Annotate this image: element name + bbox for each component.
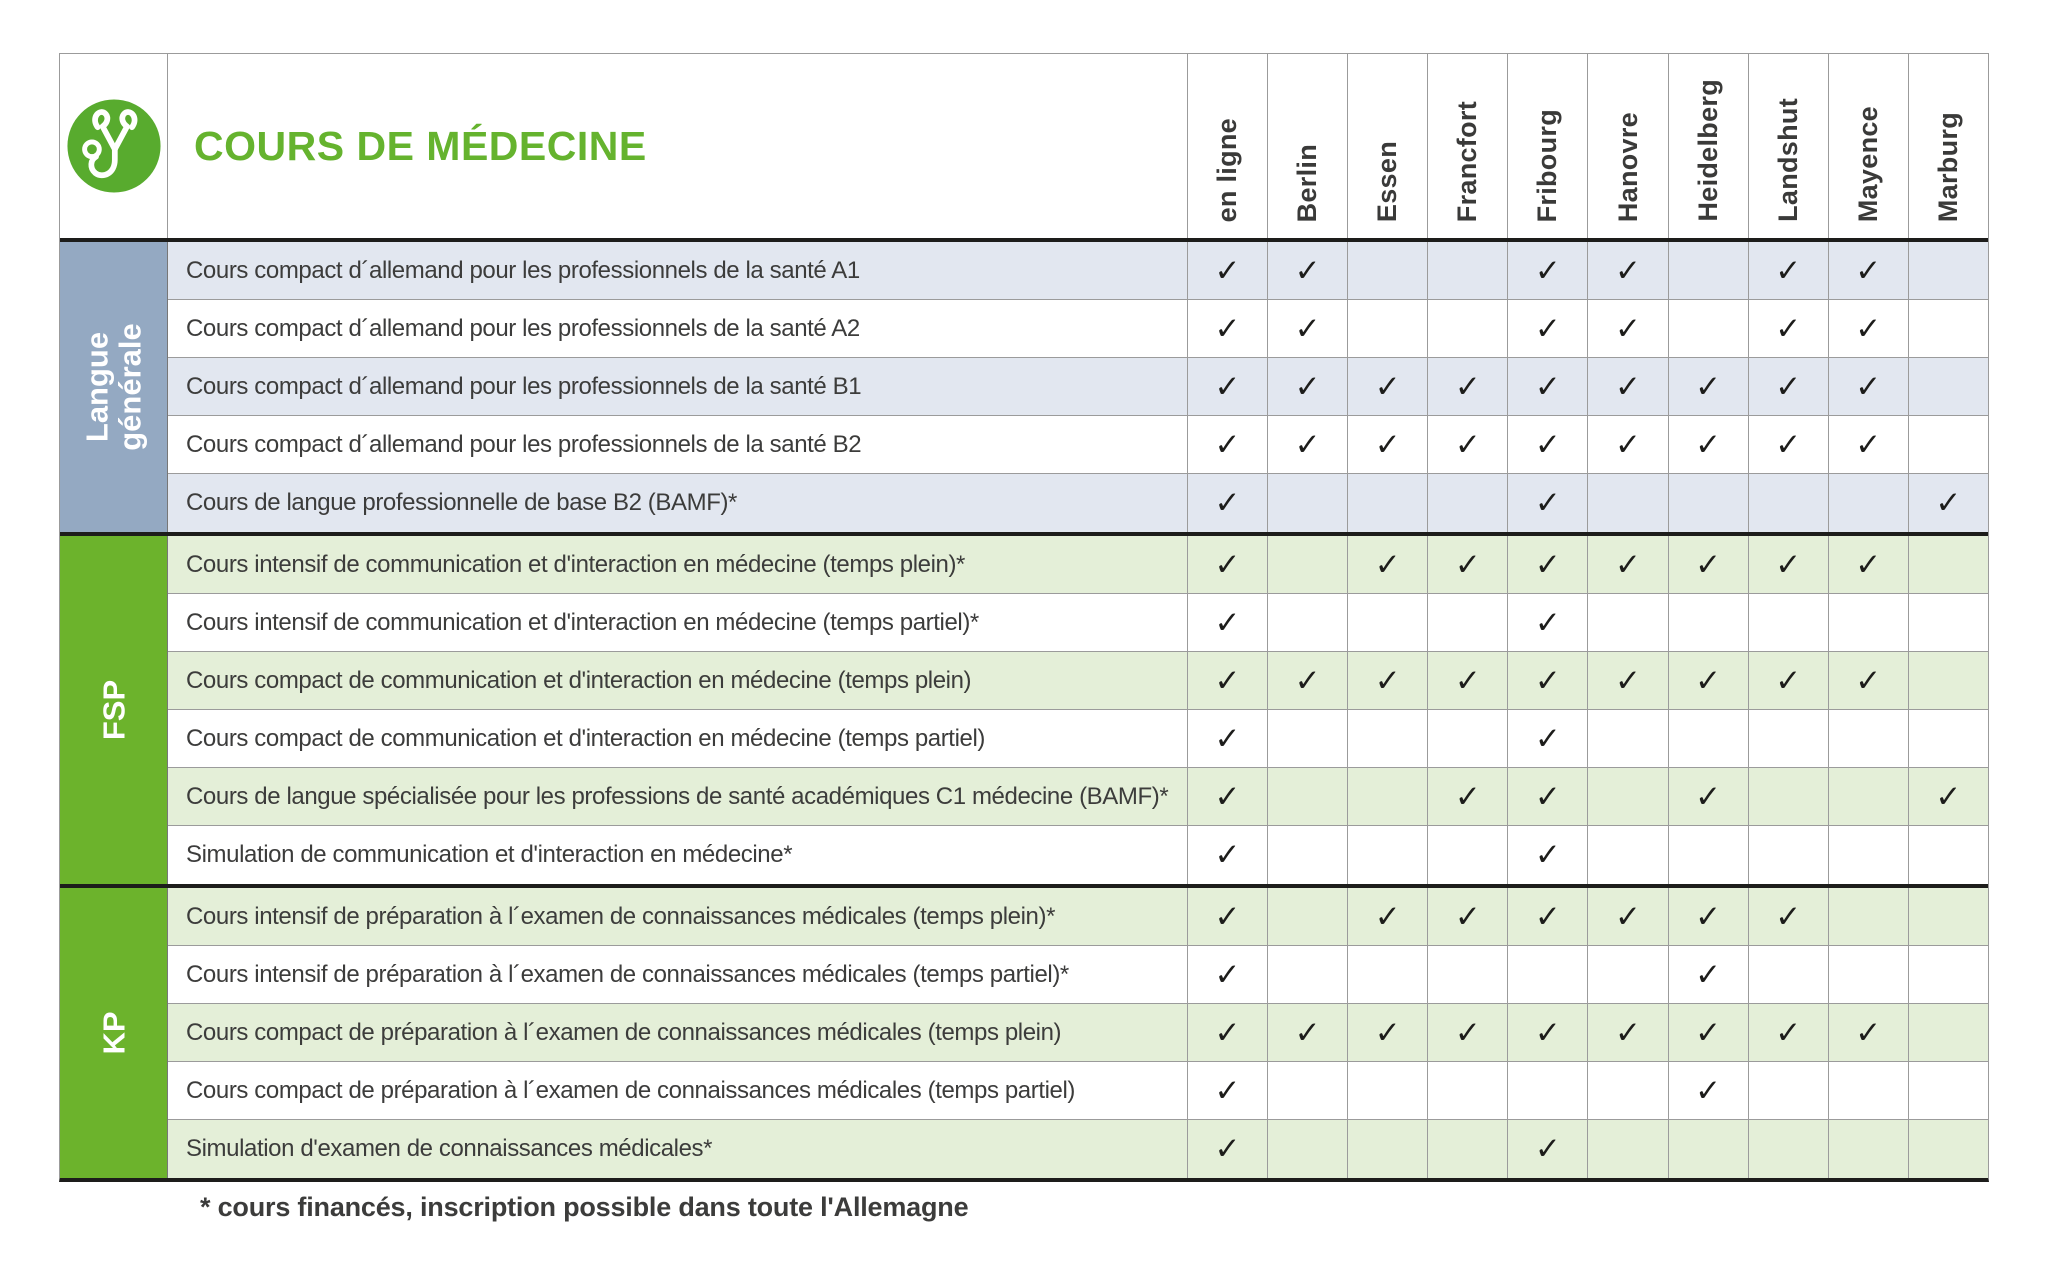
course-label: Cours compact d´allemand pour les professionnels de la santé B1: [168, 358, 1188, 415]
group-rows: [168, 888, 1988, 1178]
check-mark: ✓: [1508, 536, 1588, 593]
city-header-francfort: [1428, 54, 1508, 238]
check-cell-empty: [1348, 710, 1428, 767]
check-mark: ✓: [1588, 652, 1668, 709]
check-cell-empty: [1428, 300, 1508, 357]
check-mark: ✓: [1188, 1120, 1268, 1178]
check-cell-empty: [1829, 474, 1909, 532]
check-mark: ✓: [1188, 768, 1268, 825]
course-row: [168, 474, 1988, 532]
city-header-berlin: [1268, 54, 1348, 238]
check-mark: ✓: [1428, 652, 1508, 709]
table-header: [60, 54, 1988, 242]
check-mark: ✓: [1508, 652, 1588, 709]
table-body: [60, 242, 1988, 1178]
course-label: Cours intensif de communication et d'interaction en médecine (temps plein)*: [168, 536, 1188, 593]
check-cell-empty: [1669, 242, 1749, 299]
check-cell-empty: [1669, 594, 1749, 651]
check-mark: ✓: [1268, 242, 1348, 299]
check-mark: ✓: [1669, 416, 1749, 473]
check-cell-empty: [1749, 826, 1829, 884]
check-cell-empty: [1909, 888, 1988, 945]
check-cell-empty: [1909, 946, 1988, 1003]
group-sidebar: [60, 536, 168, 884]
check-mark: ✓: [1935, 778, 1962, 815]
check-cell-empty: [1348, 946, 1428, 1003]
check-mark: ✓: [1268, 652, 1348, 709]
check-cell-empty: [1508, 946, 1588, 1003]
check-mark: ✓: [1348, 536, 1428, 593]
check-mark: ✓: [1508, 826, 1588, 884]
check-cell-empty: [1348, 594, 1428, 651]
check-mark: ✓: [1829, 652, 1909, 709]
check-mark: ✓: [1829, 358, 1909, 415]
check-cell-empty: [1909, 358, 1988, 415]
course-label: Cours intensif de préparation à l´examen de connaissances médicales (temps partiel)*: [168, 946, 1188, 1003]
check-cell-empty: [1749, 1062, 1829, 1119]
course-label: Cours intensif de préparation à l´examen de connaissances médicales (temps plein)*: [168, 888, 1188, 945]
city-label: Essen: [1372, 140, 1403, 222]
check-mark: ✓: [1508, 768, 1588, 825]
check-mark: ✓: [1428, 416, 1508, 473]
course-label: Cours compact de communication et d'interaction en médecine (temps partiel): [168, 710, 1188, 767]
check-cell-empty: [1829, 1120, 1909, 1178]
check-mark: ✓: [1749, 242, 1829, 299]
course-label: Simulation de communication et d'interaction en médecine*: [168, 826, 1188, 884]
check-mark: ✓: [1588, 358, 1668, 415]
check-cell-empty: [1588, 594, 1668, 651]
check-cell-empty: [1909, 594, 1988, 651]
check-mark: ✓: [1188, 710, 1268, 767]
check-mark: ✓: [1749, 652, 1829, 709]
check-cell-empty: [1348, 474, 1428, 532]
check-mark: ✓: [1508, 710, 1588, 767]
check-mark: ✓: [1348, 358, 1428, 415]
check-mark: ✓: [1268, 1004, 1348, 1061]
check-mark: ✓: [1508, 1004, 1588, 1061]
check-mark: ✓: [1188, 242, 1268, 299]
check-mark: ✓: [1669, 888, 1749, 945]
course-label: Cours intensif de communication et d'interaction en médecine (temps partiel)*: [168, 594, 1188, 651]
check-mark: ✓: [1588, 536, 1668, 593]
course-label: Simulation d'examen de connaissances médicales*: [168, 1120, 1188, 1178]
check-mark: ✓: [1588, 300, 1668, 357]
check-cell-empty: [1268, 594, 1348, 651]
course-row: [168, 768, 1988, 826]
check-cell-empty: [1428, 474, 1508, 532]
city-label: Francfort: [1452, 100, 1483, 222]
course-row: [168, 652, 1988, 710]
group-label: Langue générale: [79, 323, 148, 451]
check-cell-empty: [1909, 1120, 1988, 1178]
check-mark: ✓: [1268, 300, 1348, 357]
check-cell-empty: [1268, 710, 1348, 767]
city-label: Fribourg: [1532, 108, 1563, 222]
check-cell-empty: [1348, 1062, 1428, 1119]
check-mark: ✓: [1829, 1004, 1909, 1061]
stethoscope-icon: [65, 97, 163, 195]
check-mark: ✓: [1348, 888, 1428, 945]
check-cell-empty: [1669, 300, 1749, 357]
course-row: [168, 416, 1988, 474]
check-mark: ✓: [1749, 300, 1829, 357]
course-row: [168, 242, 1988, 300]
course-row: [168, 1062, 1988, 1120]
check-cell-empty: [1909, 1062, 1988, 1119]
check-mark: ✓: [1188, 594, 1268, 651]
check-cell-empty: [1268, 768, 1348, 825]
check-cell-empty: [1749, 768, 1829, 825]
check-cell-empty: [1428, 946, 1508, 1003]
check-cell-empty: [1588, 1062, 1668, 1119]
check-mark: ✓: [1749, 358, 1829, 415]
city-header-heidelberg: [1669, 54, 1749, 238]
check-mark: ✓: [1669, 768, 1749, 825]
check-cell-empty: [1749, 946, 1829, 1003]
check-mark: ✓: [1669, 652, 1749, 709]
check-cell-empty: [1428, 594, 1508, 651]
check-cell-empty: [1588, 474, 1668, 532]
city-header-essen: [1348, 54, 1428, 238]
check-cell-empty: [1909, 1004, 1988, 1061]
city-header-mayence: [1829, 54, 1909, 238]
check-cell-empty: [1829, 594, 1909, 651]
check-cell-empty: [1669, 710, 1749, 767]
check-mark: ✓: [1188, 536, 1268, 593]
check-mark: ✓: [1188, 1062, 1268, 1119]
check-mark: ✓: [1428, 768, 1508, 825]
city-label: Berlin: [1292, 143, 1323, 222]
check-cell-empty: [1909, 242, 1988, 299]
check-mark: ✓: [1188, 1004, 1268, 1061]
city-label: Marburg: [1932, 111, 1963, 222]
check-mark: ✓: [1508, 474, 1588, 532]
check-mark: ✓: [1508, 300, 1588, 357]
course-label: Cours compact de préparation à l´examen de connaissances médicales (temps plein): [168, 1004, 1188, 1061]
group-rows: [168, 536, 1988, 884]
check-cell-empty: [1428, 242, 1508, 299]
group-rows: [168, 242, 1988, 532]
group-kp: [60, 884, 1988, 1178]
check-mark: ✓: [1188, 888, 1268, 945]
group-fsp: [60, 532, 1988, 884]
check-cell-empty: [1909, 300, 1988, 357]
course-label: Cours compact de préparation à l´examen de connaissances médicales (temps partiel): [168, 1062, 1188, 1119]
course-label: Cours de langue spécialisée pour les professions de santé académiques C1 médecine (BAMF)*: [168, 768, 1188, 825]
check-mark: ✓: [1428, 358, 1508, 415]
course-label: Cours de langue professionnelle de base B2 (BAMF)*: [168, 474, 1188, 532]
check-mark: ✓: [1428, 888, 1508, 945]
icon-cell: [60, 54, 168, 238]
check-cell-empty: [1428, 1062, 1508, 1119]
course-label: Cours compact d´allemand pour les professionnels de la santé A1: [168, 242, 1188, 299]
check-cell-empty: [1508, 1062, 1588, 1119]
check-mark: ✓: [1188, 652, 1268, 709]
course-row: [168, 536, 1988, 594]
check-cell-empty: [1428, 710, 1508, 767]
check-mark: ✓: [1588, 242, 1668, 299]
group-label: FSP: [95, 679, 131, 741]
check-cell-empty: [1749, 474, 1829, 532]
check-mark: ✓: [1508, 1120, 1588, 1178]
check-mark: ✓: [1829, 536, 1909, 593]
check-cell-empty: [1588, 710, 1668, 767]
check-mark: ✓: [1829, 242, 1909, 299]
check-cell-empty: [1268, 474, 1348, 532]
check-cell-empty: [1669, 474, 1749, 532]
group-langue-générale: [60, 242, 1988, 532]
check-mark: ✓: [1588, 416, 1668, 473]
title-cell: [168, 54, 1188, 238]
check-mark: ✓: [1188, 358, 1268, 415]
check-mark: ✓: [1508, 358, 1588, 415]
course-row: [168, 358, 1988, 416]
check-mark: ✓: [1588, 1004, 1668, 1061]
check-cell-empty: [1909, 826, 1988, 884]
check-mark: ✓: [1348, 652, 1428, 709]
course-row: [168, 1004, 1988, 1062]
city-header-landshut: [1749, 54, 1829, 238]
course-label: Cours compact d´allemand pour les professionnels de la santé B2: [168, 416, 1188, 473]
check-mark: ✓: [1348, 416, 1428, 473]
check-cell-empty: [1909, 536, 1988, 593]
course-label: Cours compact d´allemand pour les professionnels de la santé A2: [168, 300, 1188, 357]
check-cell-empty: [1909, 710, 1988, 767]
city-label: Mayence: [1852, 105, 1883, 222]
check-mark: ✓: [1508, 416, 1588, 473]
check-mark: ✓: [1188, 416, 1268, 473]
check-cell-empty: [1268, 1120, 1348, 1178]
check-cell-empty: [1268, 946, 1348, 1003]
check-mark: ✓: [1508, 594, 1588, 651]
check-cell-empty: [1588, 826, 1668, 884]
check-mark: ✓: [1188, 946, 1268, 1003]
check-cell-empty: [1268, 536, 1348, 593]
check-mark: ✓: [1348, 1004, 1428, 1061]
check-cell-empty: [1348, 826, 1428, 884]
check-cell-empty: [1268, 1062, 1348, 1119]
course-row: [168, 888, 1988, 946]
check-cell-empty: [1588, 946, 1668, 1003]
check-cell-empty: [1348, 1120, 1428, 1178]
check-mark: ✓: [1935, 485, 1962, 521]
city-header-fribourg: [1508, 54, 1588, 238]
check-cell-empty: [1428, 826, 1508, 884]
city-header-marburg: [1909, 54, 1988, 238]
check-cell-empty: [1829, 710, 1909, 767]
check-mark: ✓: [1508, 242, 1588, 299]
city-header-en-ligne: [1188, 54, 1268, 238]
check-cell-empty: [1749, 594, 1829, 651]
check-mark: ✓: [1829, 416, 1909, 473]
course-row: [168, 826, 1988, 884]
check-cell-empty: [1348, 242, 1428, 299]
city-label: Heidelberg: [1692, 79, 1723, 222]
city-label: Landshut: [1772, 98, 1803, 222]
city-label: Hanovre: [1612, 111, 1643, 222]
course-row: [168, 946, 1988, 1004]
course-table: [59, 53, 1989, 1182]
city-label: en ligne: [1212, 117, 1243, 222]
city-header-row: [1188, 54, 1988, 238]
check-mark: ✓: [1669, 536, 1749, 593]
check-mark: ✓: [1669, 1004, 1749, 1061]
check-cell-empty: [1909, 416, 1988, 473]
check-cell-empty: [1829, 768, 1909, 825]
check-cell-empty: [1268, 826, 1348, 884]
check-mark: ✓: [1749, 416, 1829, 473]
check-mark: ✓: [1268, 358, 1348, 415]
check-cell-empty: [1829, 888, 1909, 945]
check-cell-empty: [1588, 1120, 1668, 1178]
check-cell-empty: [1348, 300, 1428, 357]
page-title: COURS DE MÉDECINE: [194, 122, 647, 169]
check-cell-empty: [1268, 888, 1348, 945]
check-cell-empty: [1749, 710, 1829, 767]
city-header-hanovre: [1588, 54, 1668, 238]
check-cell-empty: [1348, 768, 1428, 825]
check-mark: ✓: [1188, 826, 1268, 884]
check-mark: ✓: [1508, 888, 1588, 945]
check-mark: ✓: [1428, 536, 1508, 593]
group-sidebar: [60, 242, 168, 532]
check-mark: ✓: [1188, 300, 1268, 357]
check-mark: ✓: [1749, 536, 1829, 593]
check-mark: ✓: [1588, 888, 1668, 945]
course-label: Cours compact de communication et d'interaction en médecine (temps plein): [168, 652, 1188, 709]
course-row: [168, 300, 1988, 358]
check-mark: ✓: [1829, 300, 1909, 357]
group-sidebar: [60, 888, 168, 1178]
course-row: [168, 594, 1988, 652]
check-mark: ✓: [1669, 1062, 1749, 1119]
check-cell-empty: [1669, 826, 1749, 884]
check-cell-empty: [1909, 652, 1988, 709]
check-cell-empty: [1829, 826, 1909, 884]
check-cell-empty: [1749, 1120, 1829, 1178]
check-cell-empty: [1588, 768, 1668, 825]
footnote: * cours financés, inscription possible dans toute l'Allemagne: [200, 1192, 969, 1222]
course-row: [168, 1120, 1988, 1178]
group-label: KP: [95, 1011, 131, 1055]
check-cell-empty: [1829, 946, 1909, 1003]
check-mark: ✓: [1669, 358, 1749, 415]
check-mark: ✓: [1428, 1004, 1508, 1061]
course-row: [168, 710, 1988, 768]
check-mark: ✓: [1749, 1004, 1829, 1061]
check-mark: ✓: [1268, 416, 1348, 473]
check-cell-empty: [1829, 1062, 1909, 1119]
check-mark: ✓: [1188, 474, 1268, 532]
check-mark: ✓: [1669, 946, 1749, 1003]
check-mark: ✓: [1749, 888, 1829, 945]
check-cell-empty: [1428, 1120, 1508, 1178]
check-cell-empty: [1669, 1120, 1749, 1178]
